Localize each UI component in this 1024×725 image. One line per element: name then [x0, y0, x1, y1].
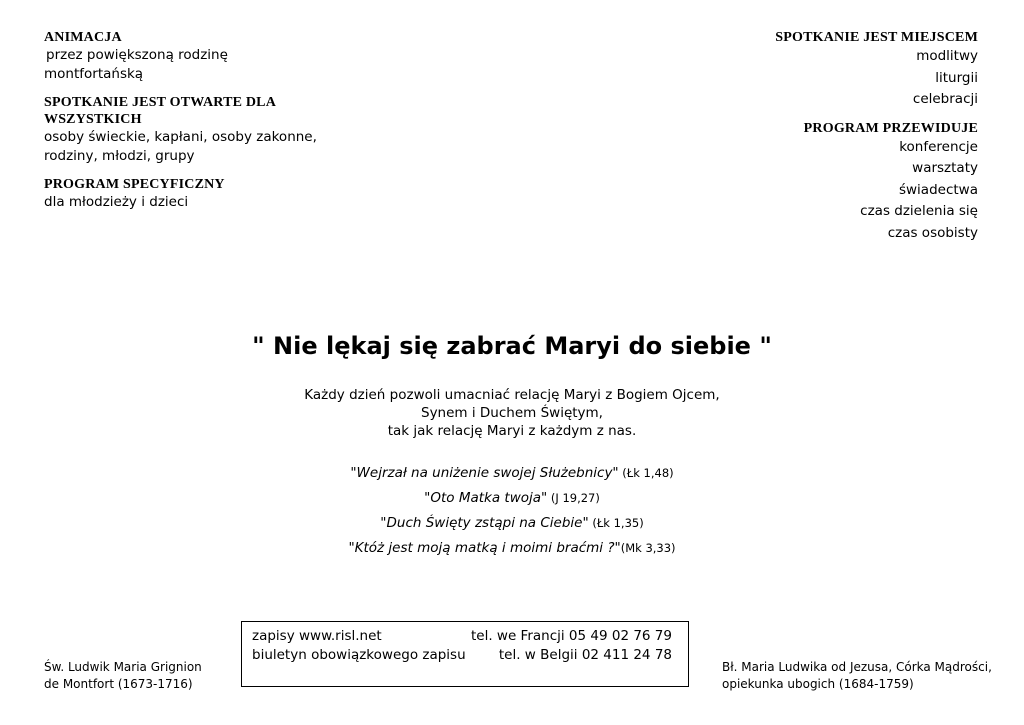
program-specific-text: dla młodzieży i dzieci [44, 194, 189, 210]
open-text-line: osoby świeckie, kapłani, osoby zakonne, [44, 129, 317, 145]
quote-reference: (Łk 1,48) [618, 466, 674, 480]
footer-right-caption [722, 659, 992, 693]
left-column [44, 29, 344, 222]
intro-line: Synem i Duchem Świętym, [421, 405, 603, 421]
list-item: liturgii [935, 69, 978, 86]
quote-text: "Wejrzał na uniżenie swojej Służebnicy" [350, 465, 619, 481]
animation-text-line: montfortańską [44, 66, 144, 82]
registration-row [252, 627, 678, 646]
place-heading: SPOTKANIE JEST MIEJSCEM [775, 30, 978, 45]
list-item: celebracji [912, 91, 978, 107]
quote-line [0, 487, 1024, 512]
program-list [658, 137, 978, 245]
caption-line: Św. Ludwik Maria Grignion [44, 660, 202, 674]
open-heading-line: SPOTKANIE JEST OTWARTE DLA [44, 95, 277, 110]
quote-text: "Duch Święty zstąpi na Ciebie" [380, 515, 589, 531]
animation-heading: ANIMACJA [44, 30, 122, 45]
list-item: konferencje [899, 138, 978, 155]
quotes-list [0, 462, 1024, 562]
quote-line [0, 537, 1024, 562]
right-column [658, 29, 978, 244]
page-title: " Nie lękaj się zabrać Maryi do siebie " [252, 332, 772, 360]
registration-website: zapisy www.risl.net [252, 628, 382, 644]
caption-line: Bł. Maria Ludwika od Jezusa, Córka Mądrości, [722, 660, 992, 674]
registration-box [241, 621, 689, 687]
open-text-line: rodziny, młodzi, grupy [44, 148, 195, 164]
program-specific-section [44, 176, 344, 212]
intro-line: tak jak relację Maryi z każdym z nas. [387, 423, 637, 439]
phone-belgium: tel. w Belgii 02 411 24 78 [498, 647, 672, 663]
intro-paragraph [0, 386, 1024, 440]
quote-text: "Któż jest moją matką i moimi braćmi ?" [348, 540, 621, 556]
quote-line [0, 512, 1024, 537]
list-item: modlitwy [916, 48, 978, 64]
caption-line: de Montfort (1673-1716) [44, 677, 193, 691]
caption-line: opiekunka ubogich (1684-1759) [722, 677, 914, 691]
quote-reference: (Łk 1,35) [588, 516, 644, 530]
program-heading: PROGRAM PRZEWIDUJE [803, 120, 978, 136]
registration-row [252, 646, 678, 665]
open-section [44, 94, 344, 166]
intro-line: Każdy dzień pozwoli umacniać relację Maryi z Bogiem Ojcem, [304, 387, 720, 403]
animation-text-line: przez powiększoną rodzinę [46, 47, 228, 63]
list-item: warsztaty [912, 160, 978, 176]
footer-left-caption [44, 659, 202, 693]
list-item: czas osobisty [887, 224, 978, 241]
list-item: świadectwa [898, 181, 978, 198]
quote-reference: (Mk 3,33) [620, 541, 676, 555]
registration-bulletin: biuletyn obowiązkowego zapisu [252, 647, 466, 663]
quote-line [0, 462, 1024, 487]
program-specific-heading: PROGRAM SPECYFICZNY [44, 177, 225, 192]
list-item: czas dzielenia się [860, 203, 978, 219]
place-list [658, 46, 978, 111]
animation-section [44, 29, 344, 84]
phone-france: tel. we Francji 05 49 02 76 79 [470, 628, 672, 644]
quote-text: "Oto Matka twoja" [424, 490, 548, 506]
open-heading-line: WSZYSTKICH [44, 112, 142, 127]
quote-reference: (J 19,27) [547, 491, 600, 505]
